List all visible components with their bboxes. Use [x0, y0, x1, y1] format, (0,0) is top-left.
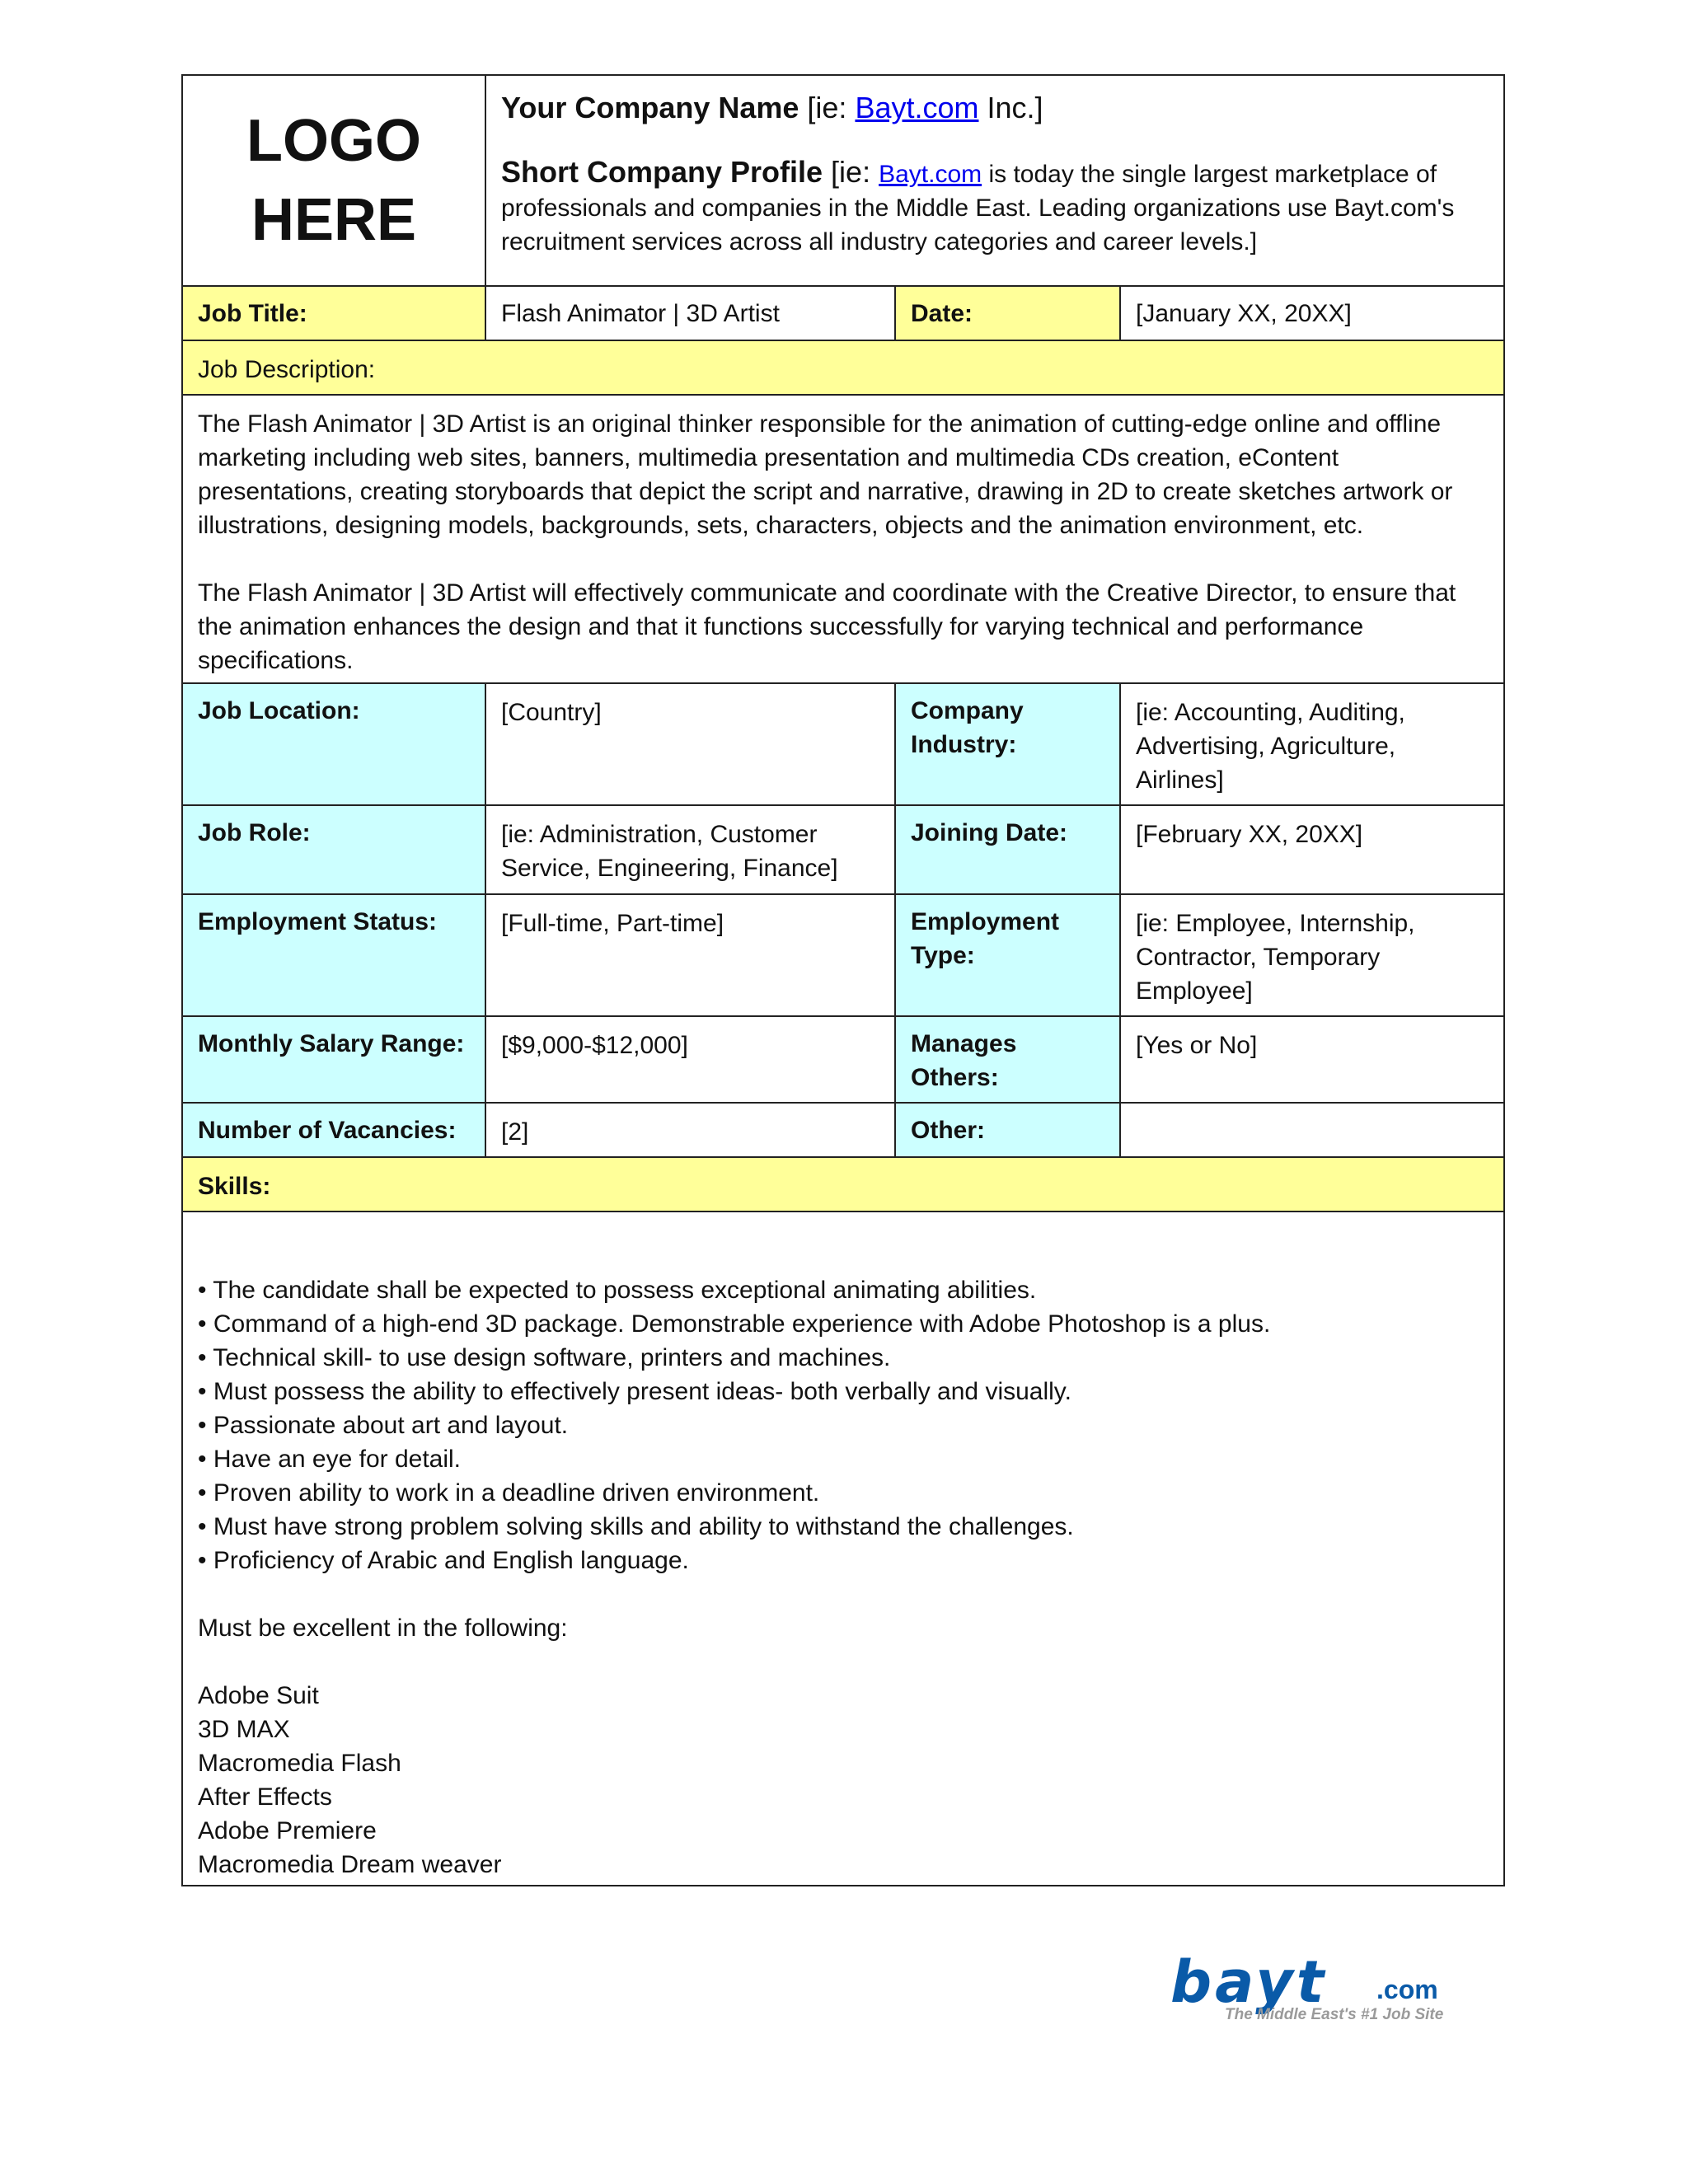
- tool-item: Adobe Suit: [198, 1682, 319, 1709]
- details-row-status: [183, 893, 1503, 1015]
- job-location-value: [Country]: [485, 684, 894, 804]
- date-label: Date:: [894, 287, 1119, 340]
- job-location-label: Job Location:: [183, 684, 485, 804]
- skill-item: • Proven ability to work in a deadline driven environment.: [198, 1479, 820, 1507]
- job-role-label: Job Role:: [183, 806, 485, 893]
- must-excellent-text: Must be excellent in the following:: [198, 1615, 568, 1642]
- skill-item: • Must possess the ability to effectively present ideas- both verbally and visually.: [198, 1378, 1071, 1405]
- job-description-body: [183, 396, 1503, 682]
- other-value: [1119, 1104, 1503, 1156]
- other-label: Other:: [894, 1104, 1119, 1156]
- company-name-label: Your Company Name: [501, 91, 799, 124]
- manages-others-label: Manages Others:: [894, 1017, 1119, 1102]
- company-name-prefix: [ie:: [799, 91, 856, 124]
- job-description-form: [181, 74, 1505, 1886]
- tool-item: 3D MAX: [198, 1716, 290, 1743]
- skill-item: • The candidate shall be expected to possess exceptional animating abilities.: [198, 1277, 1037, 1304]
- company-profile: [501, 155, 1489, 259]
- joining-date-label: Joining Date:: [894, 806, 1119, 893]
- company-name-link[interactable]: Bayt.com: [855, 91, 979, 124]
- tools-list: [198, 1679, 1489, 1882]
- vacancies-value: [2]: [485, 1104, 894, 1156]
- job-title-label: Job Title:: [183, 287, 485, 340]
- details-row-salary: [183, 1015, 1503, 1102]
- skill-item: • Proficiency of Arabic and English language.: [198, 1547, 689, 1574]
- job-title-value: Flash Animator | 3D Artist: [485, 287, 894, 340]
- tool-item: Macromedia Flash: [198, 1750, 401, 1777]
- company-info: [485, 76, 1503, 285]
- job-description-body-row: [183, 394, 1503, 682]
- profile-link[interactable]: Bayt.com: [879, 161, 982, 188]
- bayt-brand-logo: [1170, 1948, 1484, 2027]
- skills-label: Skills:: [183, 1158, 1503, 1211]
- employment-status-value: [Full-time, Part-time]: [485, 895, 894, 1015]
- salary-range-label: Monthly Salary Range:: [183, 1017, 485, 1102]
- manages-others-value: [Yes or No]: [1119, 1017, 1503, 1102]
- details-row-role: [183, 804, 1503, 893]
- skills-body: [183, 1212, 1503, 1885]
- employment-type-value: [ie: Employee, Internship, Contractor, Temporary Employee]: [1119, 895, 1503, 1015]
- profile-label: Short Company Profile: [501, 155, 823, 189]
- skill-item: • Technical skill- to use design software, printers and machines.: [198, 1344, 891, 1371]
- skill-item: • Must have strong problem solving skills and ability to withstand the challenges.: [198, 1513, 1074, 1540]
- tool-item: After Effects: [198, 1783, 332, 1811]
- skills-list: [198, 1273, 1489, 1577]
- skill-item: • Passionate about art and layout.: [198, 1412, 569, 1439]
- profile-text: is today the single largest marketplace of professionals and companies in the Middle East. Leading organizations use Bayt.com's recruitment services across all industry categories and career levels.]: [501, 161, 1455, 255]
- skill-item: • Have an eye for detail.: [198, 1446, 462, 1473]
- job-description-label: Job Description:: [183, 341, 1503, 394]
- tool-item: Adobe Premiere: [198, 1817, 377, 1844]
- employment-status-label: Employment Status:: [183, 895, 485, 1015]
- job-role-value: [ie: Administration, Customer Service, Engineering, Finance]: [485, 806, 894, 893]
- tool-item: Macromedia Dream weaver: [198, 1851, 502, 1878]
- brand-tagline: The Middle East's #1 Job Site: [1225, 2006, 1444, 2023]
- brand-domain: .com: [1376, 1975, 1438, 2004]
- vacancies-label: Number of Vacancies:: [183, 1104, 485, 1156]
- company-name-suffix: Inc.]: [978, 91, 1043, 124]
- date-value: [January XX, 20XX]: [1119, 287, 1503, 340]
- skills-header-row: [183, 1156, 1503, 1211]
- details-row-vacancies: [183, 1102, 1503, 1156]
- company-name-line: [501, 89, 1489, 127]
- logo-line-2: HERE: [251, 187, 417, 253]
- details-row-location: [183, 682, 1503, 804]
- company-industry-value: [ie: Accounting, Auditing, Advertising, Agriculture, Airlines]: [1119, 684, 1503, 804]
- logo-line-1: LOGO: [246, 108, 421, 174]
- job-description-header-row: [183, 340, 1503, 394]
- logo-placeholder: [183, 76, 485, 285]
- job-description-paragraph-1: The Flash Animator | 3D Artist is an original thinker responsible for the animation of cutting-edge online and offline marketing including web sites, banners, multimedia presentation and multimedia CDs creation, eContent presentations, creating storyboards that depict the script and narrative, drawing in 2D to create sketches artwork or illustrations, designing models, backgrounds, sets, characters, objects and the animation environment, etc.: [198, 410, 1453, 539]
- brand-wordmark: bayt: [1170, 1948, 1328, 2016]
- joining-date-value: [February XX, 20XX]: [1119, 806, 1503, 893]
- employment-type-label: Employment Type:: [894, 895, 1119, 1015]
- skill-item: • Command of a high-end 3D package. Demonstrable experience with Adobe Photoshop is a plus.: [198, 1310, 1271, 1338]
- profile-prefix: [ie:: [823, 155, 879, 189]
- header-row: [183, 76, 1503, 285]
- skills-body-row: [183, 1211, 1503, 1885]
- job-description-paragraph-2: The Flash Animator | 3D Artist will effectively communicate and coordinate with the Creative Director, to ensure that the animation enhances the design and that it functions successfully for varying technical and performance specifications.: [198, 579, 1456, 674]
- salary-range-value: [$9,000-$12,000]: [485, 1017, 894, 1102]
- company-industry-label: Company Industry:: [894, 684, 1119, 804]
- job-title-row: [183, 285, 1503, 340]
